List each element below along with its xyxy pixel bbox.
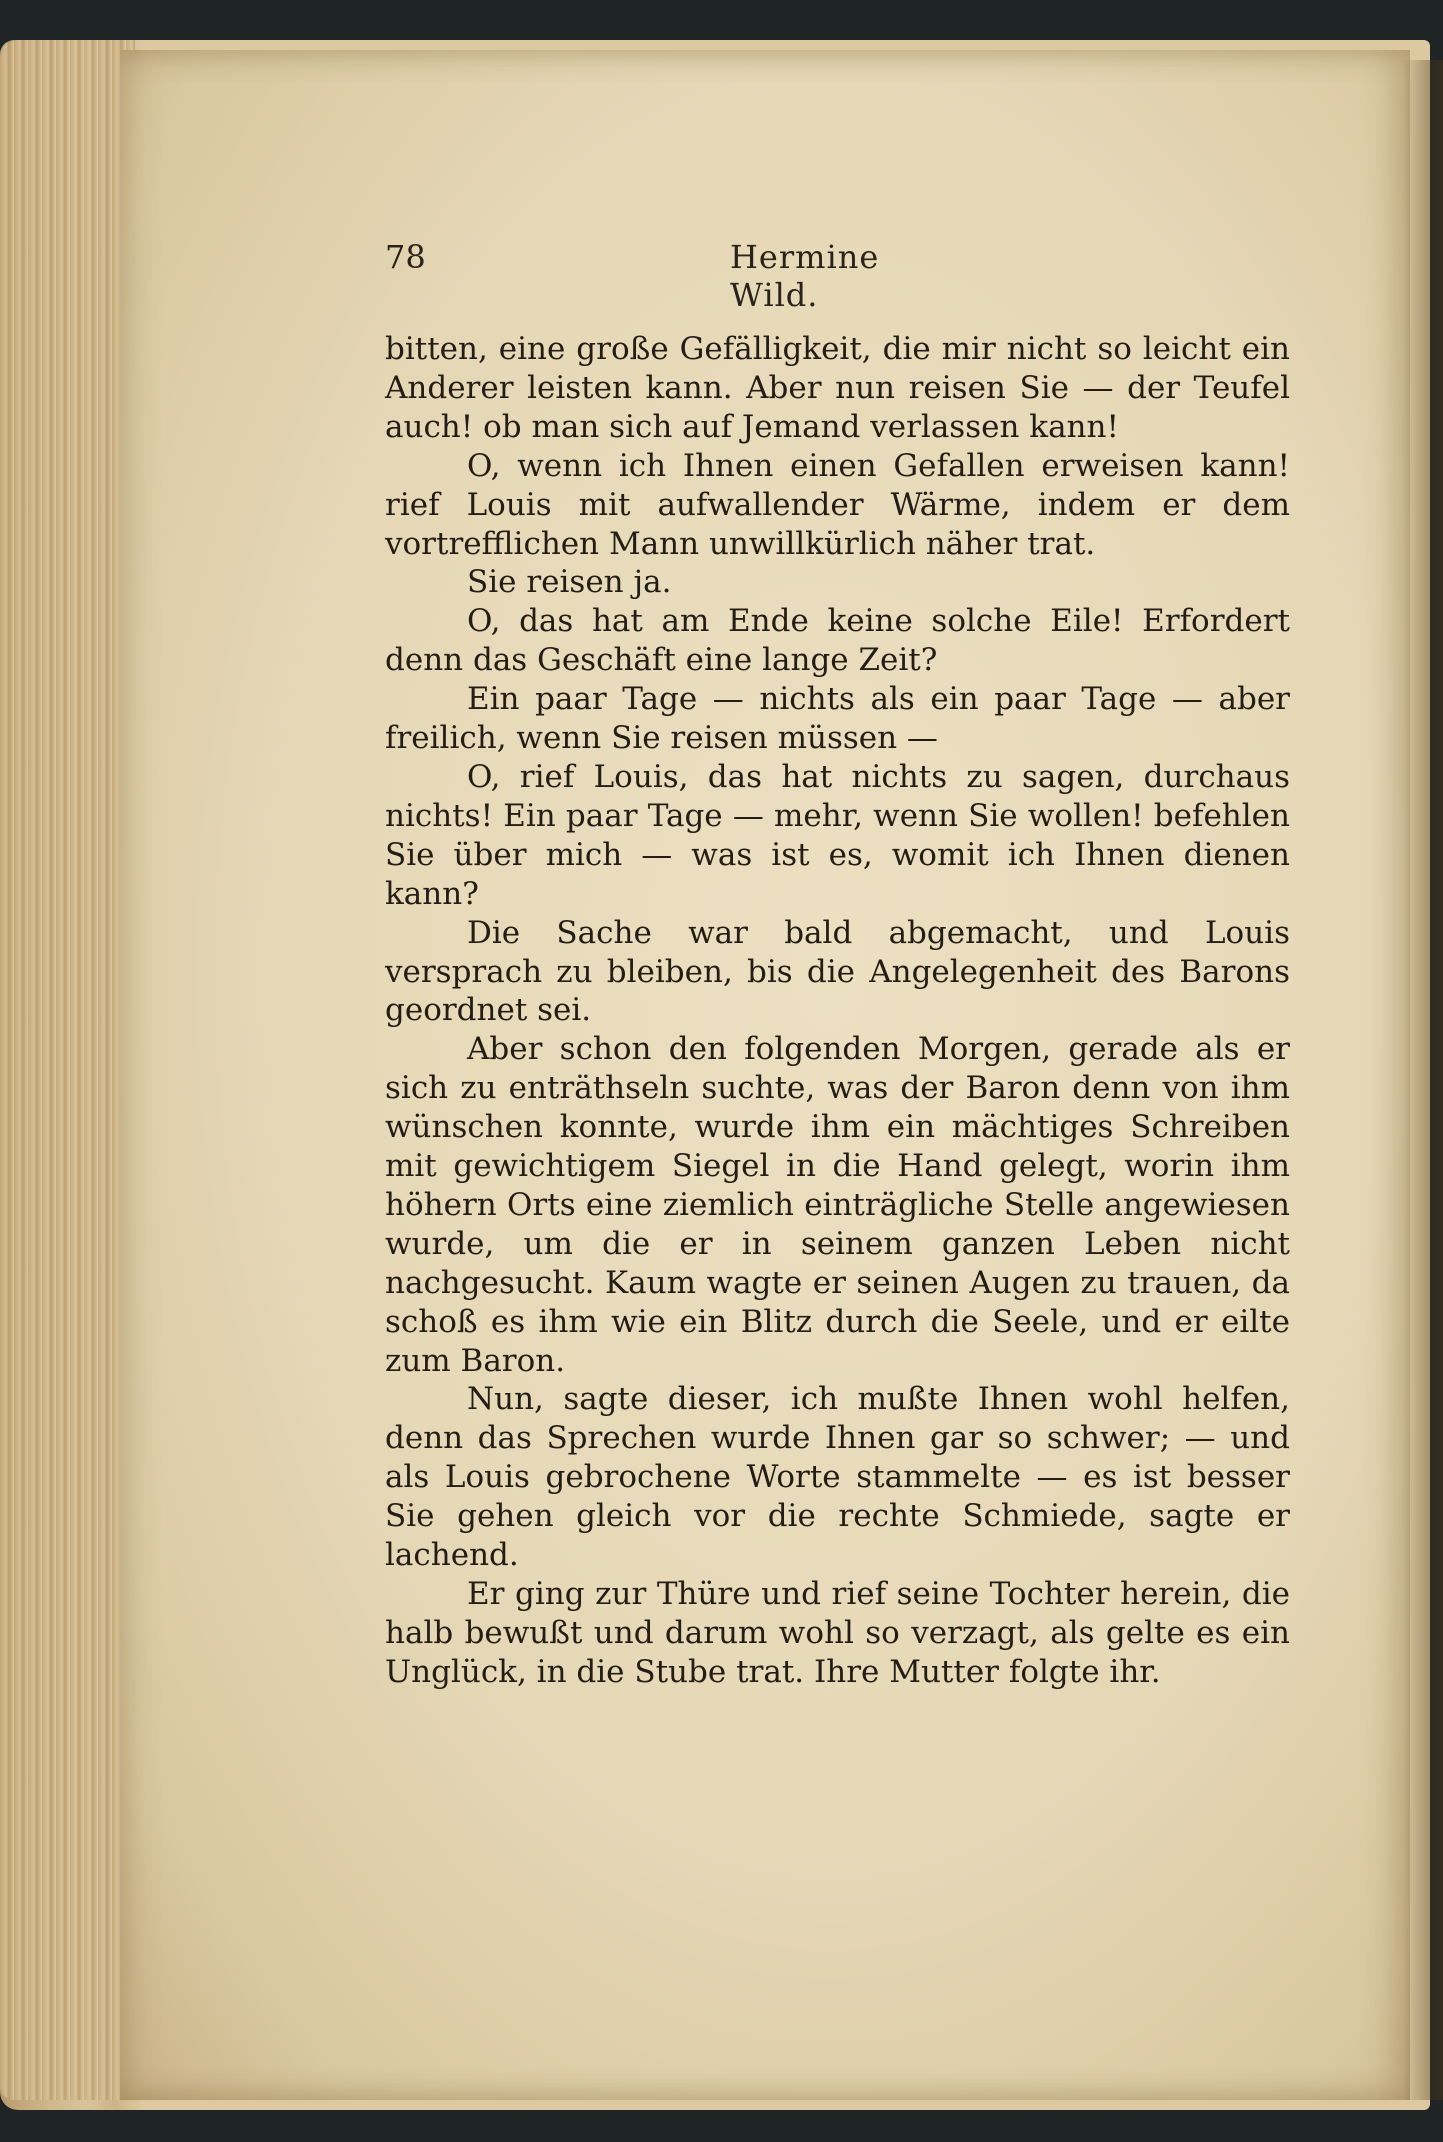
paragraph: O, das hat am Ende keine solche Eile! Erfordert denn das Geschäft eine lange Zeit? [385,603,1290,679]
binding-shadow [1403,60,1443,2100]
paragraph: Ein paar Tage — nichts als ein paar Tage — aber freilich, wenn Sie reisen müssen — [385,681,1290,757]
paragraph: Aber schon den folgenden Morgen, gerade als er sich zu enträthseln suchte, was der Baron denn von ihm wünschen konnte, wurde ihm ein mächtiges Schreiben mit gewichtigem Siegel in die Hand gelegt, worin ihm höhern Orts eine ziemlich einträgliche Stelle angewiesen wurde, um die er in seinem ganzen Leben nicht nachgesucht. Kaum wagte er seinen Augen zu trauen, da schoß es ihm wie ein Blitz durch die Seele, und er eilte zum Baron. [385,1031,1290,1379]
paragraph: O, rief Louis, das hat nichts zu sagen, durchaus nichts! Ein paar Tage — mehr, wenn Sie wollen! befehlen Sie über mich — was ist es, womit ich Ihnen dienen kann? [385,758,1290,912]
page-number: 78 [385,238,426,276]
paragraph: bitten, eine große Gefälligkeit, die mir nicht so leicht ein Anderer leisten kann. Aber nun reisen Sie — der Teufel auch! ob man sich auf Jemand verlassen kann! [385,331,1290,445]
paragraph: Er ging zur Thüre und rief seine Tochter herein, die halb bewußt und darum wohl so verzagt, als gelte es ein Unglück, in die Stube trat. Ihre Mutter folgte ihr. [385,1576,1290,1690]
paragraph: Nun, sagte dieser, ich mußte Ihnen wohl helfen, denn das Sprechen wurde Ihnen gar so schwer; — und als Louis gebrochene Worte stammelte — es ist besser Sie gehen gleich vor die rechte Schmiede, sagte er lachend. [385,1381,1290,1574]
body-text [385,330,1290,1692]
paragraph: O, wenn ich Ihnen einen Gefallen erweisen kann! rief Louis mit aufwallender Wärme, indem er dem vortrefflichen Mann unwillkürlich näher trat. [385,447,1290,562]
paragraph: Sie reisen ja. [467,564,672,601]
paragraph: Die Sache war bald abgemacht, und Louis versprach zu bleiben, bis die Angelegenheit des Barons geordnet sei. [385,914,1290,1029]
running-title: Hermine Wild. [730,238,880,314]
page-header [385,238,945,314]
page-edges [0,40,135,2100]
